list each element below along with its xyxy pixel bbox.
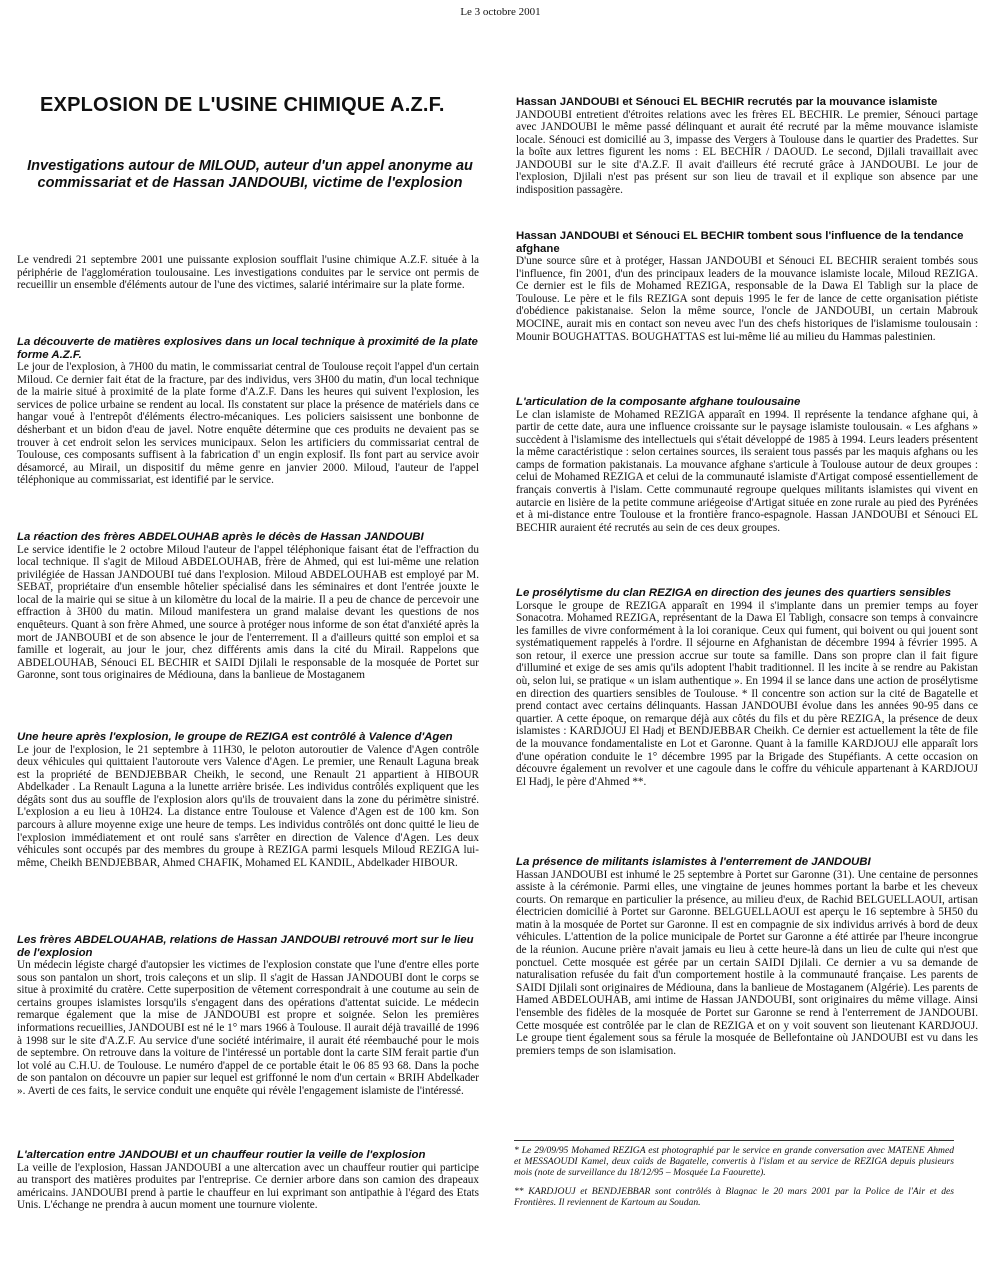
section-heading: Les frères ABDELOUAHAB, relations de Hassan JANDOUBI retrouvé mort sur le lieu de l'explosion (17, 934, 474, 959)
section-body: Le clan islamiste de Mohamed REZIGA apparaît en 1994. Il représente la tendance afghane qui, à partir de cette date, aura une influence croissante sur le paysage islamiste toulousain. « Les afghans » succèdent à l'islamisme des intellectuels qui s'était développé de 1985 à 1994. Leurs leaders présentent la même caractéristique : selon certaines sources, ils seraient tous passés par les maquis afghans ou les camps de formation pakistanais. La mouvance afghane s'articule à Toulouse autour de deux groupes : celui de Mohamed REZIGA et celui de la communauté islamiste d'Artigat composé essentiellement de français convertis à l'islam. Cette communauté regroupe quelques militants islamistes qui vivent en autarcie en lisière de la petite commune ariégeoise d'Artigat située en zone rurale au pied des Pyrénées et à mi-distance entre Toulouse et la frontière franco-espagnole. Hassan JANDOUBI et Sénouci EL BECHIR auraient été recrutés au sein de ces deux groupes. (516, 408, 978, 534)
section-heading: Hassan JANDOUBI et Sénouci EL BECHIR tombent sous l'influence de la tendance afghane (516, 230, 964, 255)
section-body: La veille de l'explosion, Hassan JANDOUBI a une altercation avec un chauffeur routier qui participe au transport des matières produites par l'entreprise. Ce dernier arbore dans son camion des drapeaux américains. JANDOUBI prend à partie le chauffeur en lui exprimant son antipathie à l'égard des Etats Unis. L'échange ne prendra à aucun moment une tournure violente. (17, 1161, 479, 1212)
footnote: ** KARDJOUJ et BENDJEBBAR sont contrôlés à Blagnac le 20 mars 2001 par la Police de l'Air et des Frontières. Il reviennent de Kartoum au Soudan. (514, 1186, 954, 1208)
section-articulation (516, 396, 978, 534)
intro-paragraph: Le vendredi 21 septembre 2001 une puissante explosion soufflait l'usine chimique A.Z.F. située à la périphérie de l'agglomération toulousaine. Les investigations conduites par le service ont permis de recueillir un ensemble d'éléments autour de l'une des victimes, salarié intérimaire sur la plate forme. (17, 254, 479, 292)
section-body: D'une source sûre et à protéger, Hassan JANDOUBI et Sénouci EL BECHIR seraient tombés sous l'influence, fin 2001, d'un des principaux leaders de la mouvance islamiste locale, Miloud REZIGA. Ce dernier est le fils de Mohamed REZIGA, responsable de la Dawa El Tabligh sur la place de Toulouse. Le père et le fils REZIGA sont depuis 1995 le fer de lance de cette organisation piétiste d'obédience pakistanaise. Selon la même source, l'oncle de JANDOUBI, un certain Mabrouk MOCINE, aurait mis en contact son neveu avec l'un des chefs historiques de l'islamisme toulousain : Mounir BOUGHATTAS. BOUGHATTAS est lui-même lié au milieu du Hammas palestinien. (516, 255, 978, 343)
footnotes (514, 1140, 954, 1216)
section-body: Lorsque le groupe de REZIGA apparaît en 1994 il s'implante dans un premier temps au foyer Sonacotra. Mohamed REZIGA, représentant de la Dawa El Tabligh, consacre son temps à convaincre les familles de vivre conformément à la loi coranique. Ceux qui fument, qui boivent ou qui jouent sont systématiquement rappelés à l'ordre. Il séjourne en Afghanistan de décembre 1994 à février 1995. A son retour, il exerce une pression accrue sur toute sa famille. Dans son propre clan il fait figure d'illuminé et exige de ses amis qu'ils adoptent l'habit traditionnel. Il les incite à se rendre au Pakistan où, selon lui, se pratique « un islam authentique ». En 1994 il se lance dans une action de prosélytisme en direction des quartiers sensibles de Toulouse. * Il concentre son action sur la cité de Bagatelle et prend contact avec certains délinquants. Hassan JANDOUBI évolue dans les années 90-95 dans ce quartier. A cette époque, on remarque déjà aux côtés du fils et du père REZIGA, la présence de deux islamistes : KARDJOUJ El Hadj et BENDJEBBAR Cheikh. Ce dernier est actuellement la tête de file de la mouvance fondamentaliste en Lot et Garonne. Quant à la famille KARDJOUJ elle apparaît lors d'une opération conduite le 1° décembre 1995 par la Brigade des Stupéfiants. A cette occasion on découvre également un revolver et une cagoule dans le coffre du véhicule appartenant à KARDJOUJ El Hadj, le père d'Ahmed **. (516, 599, 978, 788)
section-body: Un médecin légiste chargé d'autopsier les victimes de l'explosion constate que l'une d'entre elles porte sous son pantalon un short, trois caleçons et un slip. Il s'agit de Hassan JANDOUBI dont le corps se situe à proximité du cratère. Cette superposition de vêtement correspondrait à une coutume au sein de certains groupes islamistes lorsqu'ils s'engagent dans des opérations d'attentat suicide. Le médecin remarque également que la mise de JANDOUBI est propre et soignée. Selon les premières informations recueillies, JANDOUBI est né le 1° mars 1966 à Toulouse. Il aurait déjà travaillé de 1996 à 1998 sur le site d'A.Z.F. Au service d'une société intérimaire, il aurait été réembauché pour le mois de septembre. On retrouve dans la voiture de l'intéressé un portable dont la carte SIM ferait partie d'un lot volé au C.H.U. de Toulouse. Le numéro d'appel de ce portable était le 06 85 93 68. Dans la poche de son pantalon on découvre un papier sur lequel est griffonné le nom d'un certain « BRIH Abdelkader ». Averti de ces faits, le service conduit une enquête qui révèle l'engagement islamiste de l'intéressé. (17, 959, 479, 1097)
section-heading: Une heure après l'explosion, le groupe de REZIGA est contrôlé à Valence d'Agen (17, 731, 453, 743)
document-subtitle: Investigations autour de MILOUD, auteur d'un appel anonyme au commissariat et de Hassan JANDOUBI, victime de l'explosion (27, 158, 473, 191)
section-heading: La présence de militants islamistes à l'enterrement de JANDOUBI (516, 856, 871, 868)
footnote: * Le 29/09/95 Mohamed REZIGA est photographié par le service en grande conversation avec MATENE Ahmed et MESSAOUDI Kamel, deux caïds de Bagatelle, convertis à l'islam et au service de REZIGA depuis plusieurs mois (note de surveillance du 18/12/95 – Mosquée La Faourette). (514, 1145, 954, 1178)
section-controle-valence (17, 731, 479, 869)
section-recrutes (516, 96, 978, 197)
section-body: Le jour de l'explosion, le 21 septembre à 11H30, le peloton autoroutier de Valence d'Agen contrôle deux véhicules qui quittaient l'autoroute vers Valence d'Agen. Le premier, une Renault Laguna break est la propriété de BENDJEBBAR Cheikh, le second, une Renault 21 appartient à HIBOUR Abdelkader . La Renault Laguna a la lunette arrière brisée. Les individus contrôlés expliquent que les dégâts sont dus au souffle de l'explosion alors qu'ils de trouvaient dans la zone du périmètre sinistré. L'explosion a eu lieu à 10H24. La distance entre Toulouse et Valence d'Agen est de 100 km. Son parcours à allure moyenne exige une heure de temps. Les individus contrôlés ont donc quitté le lieu de l'explosion immédiatement et ont roulé sans s'arrêter en direction de Valence d'Agen. Les deux véhicules sont occupés par des membres du groupe à REZIGA parmi lesquels Miloud REZIGA lui-même, Cheikh BENDJEBBAR, Ahmed CHAFIK, Mohamed EL KANDIL, Abdelkader HIBOUR. (17, 743, 479, 869)
section-body: JANDOUBI entretient d'étroites relations avec les frères EL BECHIR. Le premier, Sénouci partage avec JANDOUBI le même passé délinquant et aurait été recruté par la même mouvance islamiste locale. Sénouci est domicilié au 3, impasse des Vergers à Toulouse dans le quartier des Pradettes. Sur la boîte aux lettres figurent les noms : EL BECHIR / DAOUD. Le second, Djilali travaillait avec JANDOUBI sur le site d'A.Z.F. Il avait d'ailleurs été recruté grâce à JANDOUBI. Le jour de l'explosion, Djilali n'est pas présent sur son lieu de travail et il explique son absence par une indisposition passagère. (516, 108, 978, 197)
section-tendance-afghane (516, 230, 978, 343)
section-body: Le service identifie le 2 octobre Miloud l'auteur de l'appel téléphonique faisant état de l'effraction du local technique. Il s'agit de Miloud ABDELOUHAB, frère de Ahmed, qui est lui-même une relation privilégiée de Hassan JANDOUBI tué dans l'explosion. Miloud ABDELOUHAB est employé par M. SEBAT, propriétaire d'un ensemble hôtelier spécialisé dans les séminaires et dont l'entrée jouxte le local de la mairie qui se situe à un kilomètre du local de la mairie. Il a peu de chance de percevoir une effraction à 3H00 du matin. Miloud manifestera un grand malaise devant les questions de nos enquêteurs. Quant à son frère Ahmed, une source à protéger nous informe de son état d'anxiété après la mort de JANBOUBI et de son absence le jour de l'enterrement. Il a d'ailleurs quitté son emploi et sa famille et logerait, au jour le jour, chez différents amis dans la cité du Mirail. Rappelons que ABDELOUHAB, Sénouci EL BECHIR et SAIDI Djilali le responsable de la mosquée de Portet sur Garonne, sont tous originaires de Médiouna, dans la banlieue de Mostaganem (17, 543, 479, 682)
section-heading: Hassan JANDOUBI et Sénouci EL BECHIR recrutés par la mouvance islamiste (516, 96, 938, 108)
section-heading: Le prosélytisme du clan REZIGA en direction des jeunes des quartiers sensibles (516, 587, 952, 599)
section-decouverte (17, 336, 479, 487)
section-heading: La découverte de matières explosives dans un local technique à proximité de la plate forme A.Z.F. (17, 336, 478, 361)
section-heading: La réaction des frères ABDELOUHAB après le décès de Hassan JANDOUBI (17, 531, 424, 543)
section-enterrement (516, 856, 978, 1057)
section-heading: L'articulation de la composante afghane toulousaine (516, 396, 801, 408)
section-heading: L'altercation entre JANDOUBI et un chauffeur routier la veille de l'explosion (17, 1149, 426, 1161)
section-body: Hassan JANDOUBI est inhumé le 25 septembre à Portet sur Garonne (31). Une centaine de personnes assiste à la cérémonie. Parmi elles, une vingtaine de jeunes hommes portant la barbe et les cheveux courts. On remarque en particulier la présence, au milieu d'eux, de Rachid BELGUELLAOUI, artisan électricien domicilié à Portet sur Garonne. BELGUELLAOUI est aperçu le 16 septembre à 5H50 du matin à la mosquée de Portet sur Garonne. Il est en compagnie de six individus arrivés à bord de deux véhicules. L'attention de la police municipale de Portet sur Garonne a été attirée par l'heure incongrue de la réunion. Aucune prière n'avait jamais eu lieu à cette heure-là dans un lieu de culte qui n'est que ponctuel. Cette mosquée est gérée par un certain SAIDI Djilali. Ce dernier a vu sa demande de naturalisation refusée du fait d'un comportement hostile à la communauté française. Les parents de SAIDI Djilali sont originaires de Médiouna, dans la banlieue de Mostaganem (Algérie). Les parents de Hamed ABDELOUHAB, ami intime de Hassan JANDOUBI, sont originaires du même village. Ainsi l'ensemble des fidèles de la mosquée de Portet sur Garonne se rend à l'enterrement de JANDOUBI. Cette mosquée est contrôlée par le clan de REZIGA et on y voit souvent son lieutenant KARDJOUJ. Le groupe tient également sous sa férule la mosquée de Bellefontaine où JANDOUBI est vu dans les premiers temps de son islamisation. (516, 868, 978, 1057)
document-title: EXPLOSION DE L'USINE CHIMIQUE A.Z.F. (40, 94, 445, 116)
section-body: Le jour de l'explosion, à 7H00 du matin, le commissariat central de Toulouse reçoit l'appel d'un certain Miloud. Ce dernier fait état de la fracture, par des individus, vers 3H00 du matin, d'un local technique de la mairie situé à proximité de la plate forme d'A.Z.F. Dans les heures qui suivent l'explosion, les services de police urbaine se rendent au local. Ils constatent sur place la présence de matériels dans ce hangar voué à l'entrepôt d'éléments électro-mécaniques. Les policiers saisissent une bonbonne de désherbant et un bidon d'eau de javel. Notre enquête détermine que ces produits ne devaient pas se trouver à cet endroit selon les services municipaux. Selon les artificiers du commissariat central de Toulouse, ces composants suffisent à la fabrication d' un engin explosif. Ils font part au service avoir désamorcé, au Mirail, un dispositif du même genre en janvier 2000. Miloud, l'auteur de l'appel téléphonique au commissariat, est identifié par le service. (17, 361, 479, 487)
section-altercation (17, 1149, 479, 1212)
section-freres-abdelouahab (17, 934, 479, 1098)
section-proselytisme (516, 587, 978, 788)
section-reaction-freres (17, 531, 479, 682)
document-date: Le 3 octobre 2001 (460, 6, 541, 18)
